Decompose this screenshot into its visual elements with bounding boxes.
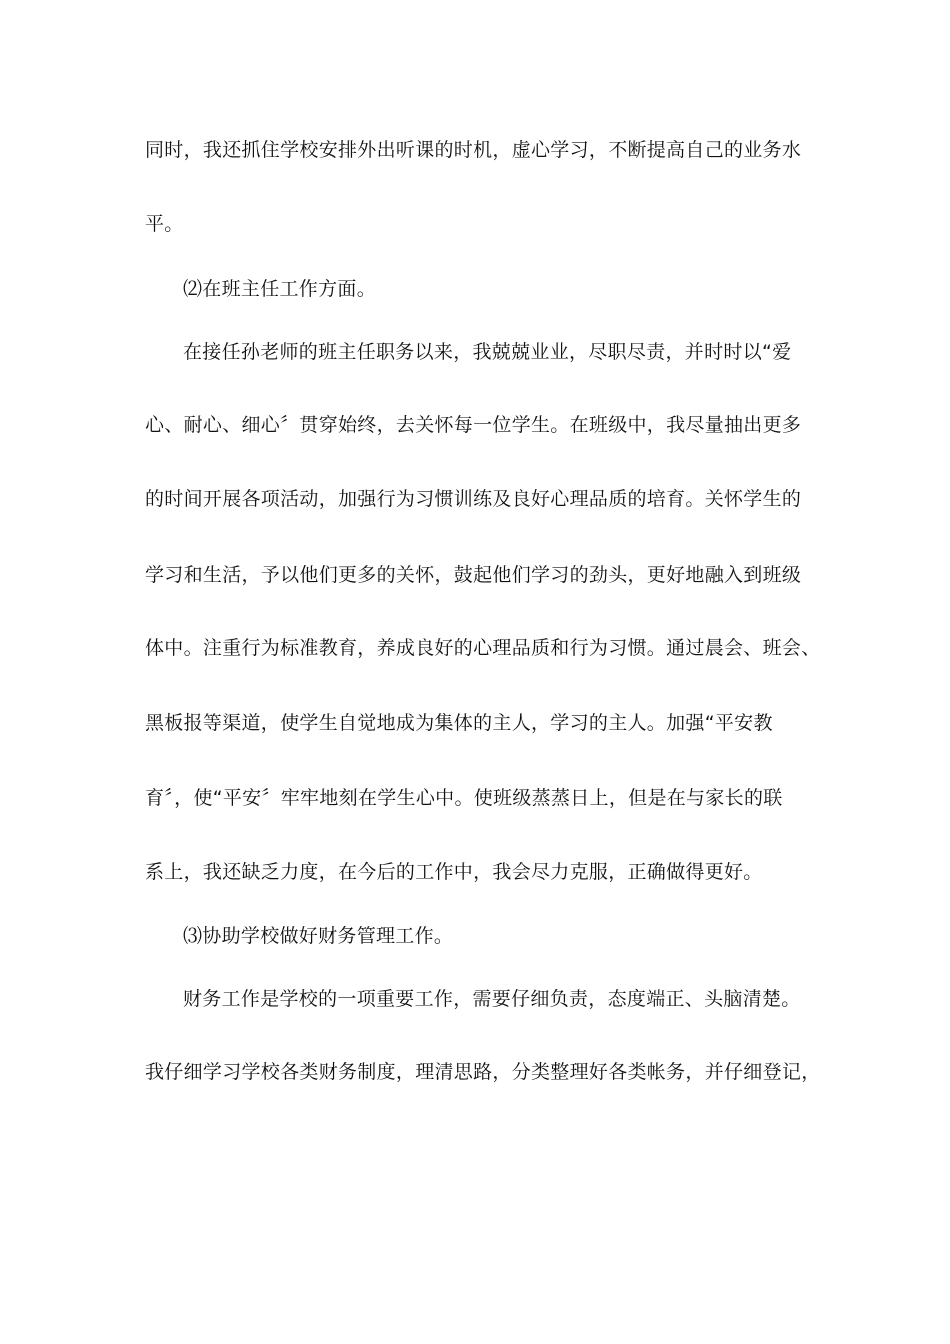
paragraph-line: 育〞，使“平安〞牢牢地刻在学生心中。使班级蒸蒸日上，但是在与家长的联: [145, 787, 783, 809]
paragraph-line: 的时间开展各项活动，加强行为习惯训练及良好心理品质的培育。关怀学生的: [145, 488, 802, 510]
paragraph-line: 体中。注重行为标准教育，养成良好的心理品质和行为习惯。通过晨会、班会、: [145, 637, 821, 659]
paragraph-line: 财务工作是学校的一项重要工作，需要仔细负责，态度端正、头脑清楚。: [183, 988, 801, 1010]
paragraph-line: 黑板报等渠道，使学生自觉地成为集体的主人，学习的主人。加强“平安教: [145, 712, 773, 734]
section-heading: ⑶协助学校做好财务管理工作。: [183, 925, 454, 947]
paragraph-line: 同时，我还抓住学校安排外出听课的时机，虚心学习，不断提高自己的业务水: [145, 139, 802, 161]
paragraph-line: 我仔细学习学校各类财务制度，理清思路，分类整理好各类帐务，并仔细登记，: [145, 1061, 821, 1083]
paragraph-line: 平。: [145, 213, 184, 235]
paragraph-line: 在接任孙老师的班主任职务以来，我兢兢业业，尽职尽责，并时时以“爱: [183, 341, 792, 363]
paragraph-line: 心、耐心、细心〞贯穿始终，去关怀每一位学生。在班级中，我尽量抽出更多: [145, 414, 802, 436]
paragraph-line: 系上，我还缺乏力度，在今后的工作中，我会尽力克服，正确做得更好。: [145, 861, 763, 883]
section-heading: ⑵在班主任工作方面。: [183, 278, 377, 300]
paragraph-line: 学习和生活，予以他们更多的关怀，鼓起他们学习的劲头，更好地融入到班级: [145, 564, 802, 586]
